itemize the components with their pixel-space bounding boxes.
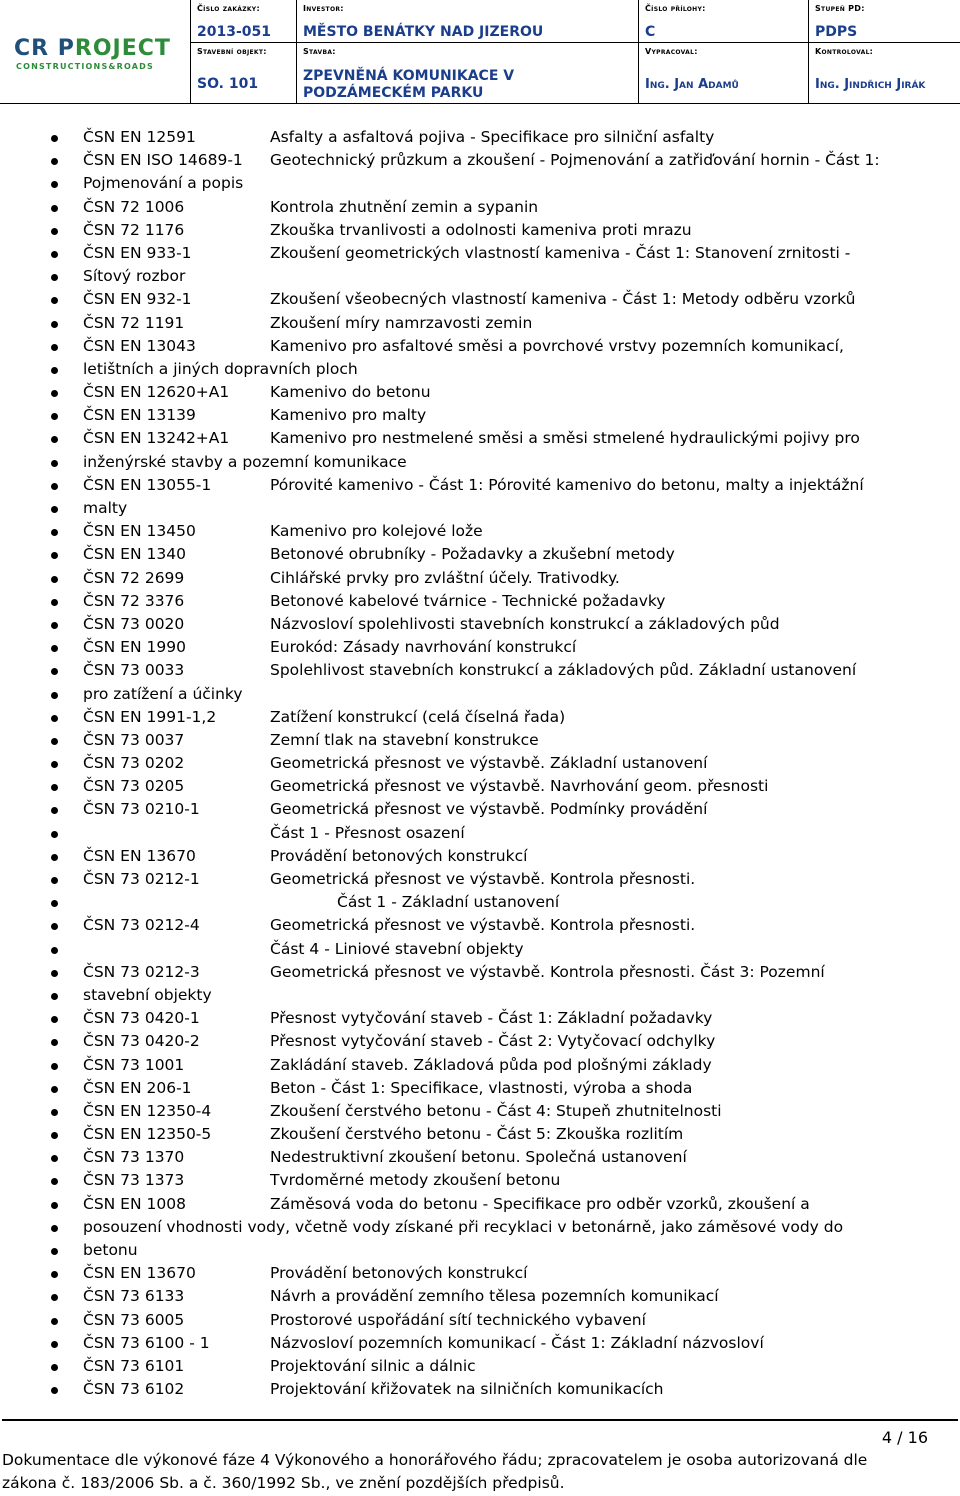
standard-title: Projektování křižovatek na silničních komunikacích xyxy=(270,1380,664,1399)
list-item xyxy=(0,381,960,404)
standard-code: ČSN EN 1990 xyxy=(83,638,186,657)
bullet-icon xyxy=(51,228,58,235)
standard-title: Přesnost vytyčování staveb - Část 2: Vytyčovací odchylky xyxy=(270,1032,716,1051)
bullet-icon xyxy=(51,1039,58,1046)
standard-title: Provádění betonových konstrukcí xyxy=(270,1264,528,1283)
list-item xyxy=(0,613,960,636)
list-item xyxy=(0,312,960,335)
bullet-icon xyxy=(51,761,58,768)
list-item xyxy=(0,1054,960,1077)
standard-title-continuation: Sítový rozbor xyxy=(83,267,186,286)
standard-code: ČSN 72 1191 xyxy=(83,313,185,332)
list-item xyxy=(0,567,960,590)
standard-title: Geometrická přesnost ve výstavbě. Podmínky provádění xyxy=(270,800,708,819)
list-item xyxy=(0,497,960,520)
standard-title: Betonové obrubníky - Požadavky a zkušební metody xyxy=(270,545,675,564)
standard-title-continuation: betonu xyxy=(83,1241,138,1259)
list-item xyxy=(0,1123,960,1146)
standard-title: Geometrická přesnost ve výstavbě. Kontrola přesnosti. xyxy=(270,870,696,888)
list-item xyxy=(0,1355,960,1378)
bullet-icon xyxy=(51,668,58,675)
standard-title: Zakládání staveb. Základová půda pod plošnými základy xyxy=(270,1055,712,1074)
bullet-icon xyxy=(51,807,58,814)
bullet-icon xyxy=(51,390,58,397)
bullet-icon xyxy=(51,529,58,536)
company-logo xyxy=(0,0,190,104)
footer-line: Dokumentace dle výkonové fáze 4 Výkonového a honorářového řádu; zpracovatelem je osoba autorizovaná dle xyxy=(2,1451,868,1469)
standard-title: Kontrola zhutnění zemin a sypanin xyxy=(270,197,539,216)
title-block xyxy=(0,0,960,104)
list-item xyxy=(0,1262,960,1285)
standard-code: ČSN EN 932-1 xyxy=(83,290,192,309)
investor-value: MĚSTO BENÁTKY NAD JIZEROU xyxy=(303,24,544,40)
standard-code: ČSN 72 3376 xyxy=(83,591,185,610)
standard-title: Návrh a provádění zemního tělesa pozemních komunikací xyxy=(270,1287,719,1306)
standard-title: Zatížení konstrukcí (celá číselná řada) xyxy=(270,707,566,726)
list-item xyxy=(0,1216,960,1239)
standard-code: ČSN 73 0020 xyxy=(83,614,185,633)
standard-title: Názvosloví spolehlivosti stavebních konstrukcí a základových půd xyxy=(270,614,780,633)
bullet-icon xyxy=(51,344,58,351)
list-item xyxy=(0,404,960,427)
list-item xyxy=(0,798,960,821)
standard-code: ČSN 73 0202 xyxy=(83,754,185,773)
standard-title-continuation: inženýrské stavby a pozemní komunikace xyxy=(83,452,407,471)
footer-divider xyxy=(2,1419,958,1421)
standards-list xyxy=(0,126,960,1401)
standard-title: Kamenivo do betonu xyxy=(270,383,431,402)
bullet-icon xyxy=(51,506,58,513)
standard-title: Prostorové uspořádání sítí technického vybavení xyxy=(270,1310,646,1329)
checked-by: Ing. Jindřich Jirák xyxy=(815,77,926,92)
standard-code: ČSN EN 13055-1 xyxy=(83,475,212,494)
standard-title: Geotechnický průzkum a zkoušení - Pojmenování a zatřiďování hornin - Část 1: xyxy=(270,151,880,170)
standard-code: ČSN EN 12591 xyxy=(83,128,196,146)
bullet-icon xyxy=(51,297,58,304)
list-item xyxy=(0,752,960,775)
bullet-icon xyxy=(51,181,58,188)
standard-title-continuation: malty xyxy=(83,499,128,517)
bullet-icon xyxy=(51,1294,58,1301)
standard-code: ČSN EN 12350-4 xyxy=(83,1101,212,1120)
standard-code: ČSN EN 13670 xyxy=(83,846,196,865)
checked-by-label: Kontroloval: xyxy=(815,47,874,56)
list-item xyxy=(0,683,960,706)
standard-code: ČSN EN 1340 xyxy=(83,545,186,564)
bullet-icon xyxy=(51,715,58,722)
list-item xyxy=(0,543,960,566)
bullet-icon xyxy=(51,413,58,420)
list-item xyxy=(0,914,960,937)
standard-title-continuation: Pojmenování a popis xyxy=(83,174,244,193)
list-item xyxy=(0,891,960,914)
list-item xyxy=(0,938,960,961)
bullet-icon xyxy=(51,692,58,699)
list-item xyxy=(0,242,960,265)
list-item xyxy=(0,172,960,195)
list-item xyxy=(0,590,960,613)
bullet-icon xyxy=(51,135,58,142)
bullet-icon xyxy=(51,599,58,606)
standard-code: ČSN 73 0212-4 xyxy=(83,916,200,935)
standard-code: ČSN EN 13043 xyxy=(83,336,196,355)
list-item xyxy=(0,706,960,729)
bullet-icon xyxy=(51,947,58,954)
bullet-icon xyxy=(51,576,58,583)
list-item xyxy=(0,822,960,845)
divider xyxy=(190,0,191,104)
standard-code: ČSN EN ISO 14689-1 xyxy=(83,151,243,170)
bullet-icon xyxy=(51,1016,58,1023)
standard-code: ČSN EN 933-1 xyxy=(83,243,192,262)
standard-title: Tvrdoměrné metody zkoušení betonu xyxy=(270,1171,561,1190)
bullet-icon xyxy=(51,274,58,281)
bullet-icon xyxy=(51,784,58,791)
list-item xyxy=(0,1007,960,1030)
standard-code: ČSN 73 1373 xyxy=(83,1171,185,1190)
standard-title: Kamenivo pro nestmelené směsi a směsi stmelené hydraulickými pojivy pro xyxy=(270,429,860,448)
standard-title: Projektování silnic a dálnic xyxy=(270,1356,476,1375)
order-number: 2013-051 xyxy=(197,24,271,40)
list-item xyxy=(0,520,960,543)
standard-code: ČSN EN 13450 xyxy=(83,522,196,541)
list-item xyxy=(0,196,960,219)
list-item xyxy=(0,1030,960,1053)
list-item xyxy=(0,126,960,149)
standard-title: Geometrická přesnost ve výstavbě. Základní ustanovení xyxy=(270,754,708,773)
bullet-icon xyxy=(51,205,58,212)
list-item xyxy=(0,961,960,984)
bullet-icon xyxy=(51,321,58,328)
list-item xyxy=(0,474,960,497)
standard-code: ČSN 73 1001 xyxy=(83,1055,185,1074)
standard-title: Geometrická přesnost ve výstavbě. Kontrola přesnosti. Část 3: Pozemní xyxy=(270,962,825,981)
list-item xyxy=(0,1285,960,1308)
bullet-icon xyxy=(51,251,58,258)
bullet-icon xyxy=(51,552,58,559)
standard-code: ČSN 73 0037 xyxy=(83,730,185,749)
bullet-icon xyxy=(51,645,58,652)
bullet-icon xyxy=(51,1341,58,1348)
prepared-by: Ing. Jan Adamů xyxy=(645,77,739,92)
standard-code: ČSN 73 0212-3 xyxy=(83,962,200,981)
bullet-icon xyxy=(51,436,58,443)
bullet-icon xyxy=(51,460,58,467)
bullet-icon xyxy=(51,1248,58,1255)
list-item xyxy=(0,659,960,682)
standard-title: Eurokód: Zásady navrhování konstrukcí xyxy=(270,638,577,657)
standard-code: ČSN EN 13670 xyxy=(83,1264,196,1283)
bullet-icon xyxy=(51,1225,58,1232)
standard-code: ČSN 73 0210-1 xyxy=(83,800,200,819)
standard-title: Záměsová voda do betonu - Specifikace pro odběr vzorků, zkoušení a xyxy=(270,1194,810,1213)
standard-title: Zkoušení všeobecných vlastností kameniva - Část 1: Metody odběru vzorků xyxy=(270,290,856,309)
prepared-by-label: Vypracoval: xyxy=(645,47,698,56)
order-number-label: Číslo zakázky: xyxy=(197,4,260,13)
standard-title: Nedestruktivní zkoušení betonu. Společná ustanovení xyxy=(270,1148,687,1167)
standard-title-continuation: letištních a jiných dopravních ploch xyxy=(83,359,358,378)
standard-title-continuation: posouzení vhodnosti vody, včetně vody získané při recyklaci v betonárně, jako záměsové vody do xyxy=(83,1217,844,1236)
bullet-icon xyxy=(51,1155,58,1162)
standard-title: Betonové kabelové tvárnice - Technické požadavky xyxy=(270,591,666,610)
standard-title: Pórovité kamenivo - Část 1: Pórovité kamenivo do betonu, malty a injektážní xyxy=(270,475,864,494)
standard-title: Geometrická přesnost ve výstavbě. Navrhování geom. přesnosti xyxy=(270,777,769,796)
investor-label: Investor: xyxy=(303,4,344,13)
divider xyxy=(190,42,960,43)
list-item xyxy=(0,1077,960,1100)
standard-title: Názvosloví pozemních komunikací - Část 1: Základní názvosloví xyxy=(270,1333,764,1352)
standard-title: Geometrická přesnost ve výstavbě. Kontrola přesnosti. xyxy=(270,916,696,935)
bullet-icon xyxy=(51,1109,58,1116)
list-item xyxy=(0,1100,960,1123)
standard-title: Zkoušení čerstvého betonu - Část 5: Zkouška rozlitím xyxy=(270,1125,684,1144)
bullet-icon xyxy=(51,1318,58,1325)
list-item xyxy=(0,729,960,752)
list-item xyxy=(0,1146,960,1169)
attachment-number: C xyxy=(645,24,656,40)
logo-tagline: CONSTRUCTIONS&ROADS xyxy=(16,62,154,71)
list-item xyxy=(0,775,960,798)
list-item xyxy=(0,288,960,311)
standard-code: ČSN 73 6005 xyxy=(83,1310,185,1329)
bullet-icon xyxy=(51,900,58,907)
bullet-icon xyxy=(51,877,58,884)
standard-title: Část 1 - Základní ustanovení xyxy=(337,893,560,912)
standard-code: ČSN EN 1991-1,2 xyxy=(83,707,217,726)
list-item xyxy=(0,358,960,381)
standard-title: Přesnost vytyčování staveb - Část 1: Základní požadavky xyxy=(270,1009,713,1028)
bullet-icon xyxy=(51,158,58,165)
standard-code: ČSN EN 13139 xyxy=(83,406,196,425)
standard-code: ČSN 73 0420-2 xyxy=(83,1032,200,1051)
standard-code: ČSN EN 12350-5 xyxy=(83,1125,212,1144)
standard-code: ČSN 73 6101 xyxy=(83,1356,185,1375)
standard-code: ČSN 73 1370 xyxy=(83,1148,185,1167)
standard-code: ČSN 72 1176 xyxy=(83,220,185,239)
standard-title: Beton - Část 1: Specifikace, vlastnosti, výroba a shoda xyxy=(270,1078,693,1097)
bullet-icon xyxy=(51,1132,58,1139)
bullet-icon xyxy=(51,1271,58,1278)
bullet-icon xyxy=(51,993,58,1000)
standard-code: ČSN 73 0420-1 xyxy=(83,1009,200,1028)
divider xyxy=(638,0,639,104)
standard-title: Část 1 - Přesnost osazení xyxy=(270,823,465,842)
building-object: SO. 101 xyxy=(197,76,259,92)
standard-code: ČSN EN 12620+A1 xyxy=(83,383,230,402)
list-item xyxy=(0,1239,960,1262)
construction-value: ZPEVNĚNÁ KOMUNIKACE V PODZÁMECKÉM PARKU xyxy=(303,68,515,101)
list-item xyxy=(0,636,960,659)
list-item xyxy=(0,1169,960,1192)
bullet-icon xyxy=(51,1086,58,1093)
bullet-icon xyxy=(51,831,58,838)
list-item xyxy=(0,1378,960,1401)
standard-title: Část 4 - Liniové stavební objekty xyxy=(270,939,524,958)
standard-code: ČSN 73 0033 xyxy=(83,661,185,680)
standard-code: ČSN 73 0205 xyxy=(83,777,185,796)
bullet-icon xyxy=(51,1364,58,1371)
list-item xyxy=(0,984,960,1007)
stage-label: Stupeň PD: xyxy=(815,4,865,13)
list-item xyxy=(0,1309,960,1332)
logo-wordmark: CR PROJECT xyxy=(14,36,171,61)
standard-title: Zkoušení čerstvého betonu - Část 4: Stupeň zhutnitelnosti xyxy=(270,1101,722,1120)
standard-code: ČSN 72 1006 xyxy=(83,197,185,216)
bullet-icon xyxy=(51,738,58,745)
standard-title: Spolehlivost stavebních konstrukcí a základových půd. Základní ustanovení xyxy=(270,661,857,680)
list-item xyxy=(0,335,960,358)
standard-title: Kamenivo pro malty xyxy=(270,406,427,425)
standard-code: ČSN EN 13242+A1 xyxy=(83,429,230,448)
standard-title: Kamenivo pro asfaltové směsi a povrchové vrstvy pozemních komunikací, xyxy=(270,336,844,355)
standard-code: ČSN 73 6100 - 1 xyxy=(83,1333,210,1352)
list-item xyxy=(0,219,960,242)
standard-title: Cihlářské prvky pro zvláštní účely. Trativodky. xyxy=(270,568,620,587)
stage-value: PDPS xyxy=(815,24,858,40)
standard-code: ČSN 73 6133 xyxy=(83,1287,185,1306)
footer-note xyxy=(2,1449,958,1495)
standard-code: ČSN 73 6102 xyxy=(83,1380,185,1399)
footer-line: zákona č. 183/2006 Sb. a č. 360/1992 Sb., ve znění pozdějších předpisů. xyxy=(2,1474,565,1492)
bullet-icon xyxy=(51,483,58,490)
bullet-icon xyxy=(51,622,58,629)
bullet-icon xyxy=(51,854,58,861)
list-item xyxy=(0,149,960,172)
list-item xyxy=(0,868,960,891)
page-number: 4 / 16 xyxy=(881,1428,928,1447)
bullet-icon xyxy=(51,1063,58,1070)
list-item xyxy=(0,1193,960,1216)
standard-title-continuation: stavební objekty xyxy=(83,985,212,1004)
list-item xyxy=(0,427,960,450)
standard-code: ČSN 73 0212-1 xyxy=(83,870,200,888)
standard-title: Asfalty a asfaltová pojiva - Specifikace pro silniční asfalty xyxy=(270,128,715,146)
bullet-icon xyxy=(51,923,58,930)
standard-title: Zkoušení geometrických vlastností kameniva - Část 1: Stanovení zrnitosti - xyxy=(270,243,851,262)
bullet-icon xyxy=(51,1202,58,1209)
list-item xyxy=(0,451,960,474)
standard-code: ČSN EN 1008 xyxy=(83,1194,186,1213)
standard-title: Zkouška trvanlivosti a odolnosti kameniva proti mrazu xyxy=(270,220,692,239)
standard-title-continuation: pro zatížení a účinky xyxy=(83,684,243,703)
standard-code: ČSN EN 206-1 xyxy=(83,1078,192,1097)
construction-label: Stavba: xyxy=(303,47,336,56)
standard-title: Zemní tlak na stavební konstrukce xyxy=(270,730,539,749)
standard-title: Zkoušení míry namrzavosti zemin xyxy=(270,313,533,332)
bullet-icon xyxy=(51,367,58,374)
bullet-icon xyxy=(51,970,58,977)
standard-code: ČSN 72 2699 xyxy=(83,568,185,587)
bullet-icon xyxy=(51,1387,58,1394)
bullet-icon xyxy=(51,1178,58,1185)
list-item xyxy=(0,845,960,868)
divider xyxy=(296,0,297,104)
list-item xyxy=(0,1332,960,1355)
building-object-label: Stavební objekt: xyxy=(197,47,267,56)
divider xyxy=(808,0,809,104)
standard-title: Provádění betonových konstrukcí xyxy=(270,846,528,865)
standard-title: Kamenivo pro kolejové lože xyxy=(270,522,483,541)
attachment-number-label: Číslo přílohy: xyxy=(645,4,706,13)
list-item xyxy=(0,265,960,288)
